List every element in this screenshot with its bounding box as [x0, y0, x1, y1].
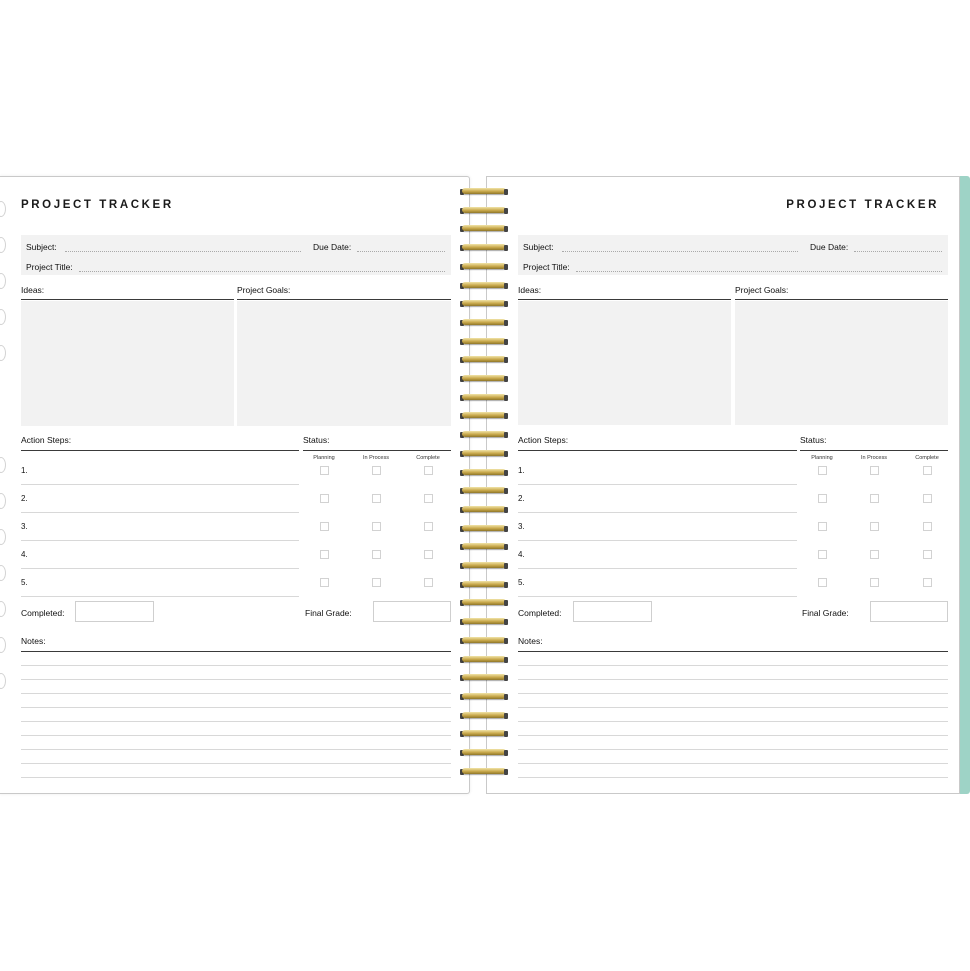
planning-checkbox[interactable] — [818, 522, 827, 531]
spiral-ring — [460, 205, 508, 216]
notes-line[interactable] — [21, 777, 451, 778]
goals-box[interactable] — [735, 301, 948, 425]
status-rule — [800, 450, 948, 451]
complete-checkbox[interactable] — [424, 466, 433, 475]
spiral-ring — [460, 672, 508, 683]
step-number: 5. — [518, 578, 525, 587]
spiral-ring — [460, 747, 508, 758]
due-date-field[interactable] — [357, 251, 445, 252]
tab-notch — [0, 529, 6, 545]
step-line[interactable] — [518, 484, 797, 485]
planning-checkbox[interactable] — [320, 494, 329, 503]
tab-notch — [0, 201, 6, 217]
notes-line[interactable] — [518, 679, 948, 680]
tab-notch — [0, 565, 6, 581]
tab-notch — [0, 601, 6, 617]
in-process-checkbox[interactable] — [372, 494, 381, 503]
spiral-ring — [460, 635, 508, 646]
in-process-checkbox[interactable] — [372, 550, 381, 559]
status-col-complete: Complete — [416, 455, 440, 461]
project-title-label: Project Title: — [523, 262, 570, 272]
tab-notch — [0, 345, 6, 361]
notes-line[interactable] — [518, 693, 948, 694]
planning-checkbox[interactable] — [320, 550, 329, 559]
complete-checkbox[interactable] — [923, 578, 932, 587]
in-process-checkbox[interactable] — [870, 578, 879, 587]
in-process-checkbox[interactable] — [372, 578, 381, 587]
step-number: 1. — [518, 466, 525, 475]
status-label: Status: — [303, 435, 330, 445]
spiral-ring — [460, 261, 508, 272]
spiral-ring — [460, 728, 508, 739]
spiral-ring — [460, 560, 508, 571]
step-number: 3. — [21, 522, 28, 531]
notes-line[interactable] — [518, 763, 948, 764]
completed-input[interactable] — [573, 601, 652, 622]
complete-checkbox[interactable] — [923, 466, 932, 475]
spiral-ring — [460, 186, 508, 197]
action-steps-label: Action Steps: — [518, 435, 569, 445]
complete-checkbox[interactable] — [424, 522, 433, 531]
notes-line[interactable] — [21, 665, 451, 666]
spiral-ring — [460, 579, 508, 590]
planning-checkbox[interactable] — [320, 522, 329, 531]
step-number: 3. — [518, 522, 525, 531]
spiral-ring — [460, 467, 508, 478]
in-process-checkbox[interactable] — [372, 522, 381, 531]
due-date-label: Due Date: — [810, 242, 849, 252]
status-col-complete: Complete — [915, 455, 939, 461]
spiral-ring — [460, 654, 508, 665]
spiral-ring — [460, 354, 508, 365]
in-process-checkbox[interactable] — [870, 522, 879, 531]
notes-label: Notes: — [21, 636, 46, 646]
step-number: 5. — [21, 578, 28, 587]
step-line[interactable] — [21, 568, 299, 569]
status-col-in-process: In Process — [363, 455, 389, 461]
tab-notch — [0, 273, 6, 289]
subject-label: Subject: — [26, 242, 57, 252]
spiral-ring — [460, 392, 508, 403]
project-goals-label: Project Goals: — [735, 285, 789, 295]
in-process-checkbox[interactable] — [870, 550, 879, 559]
spiral-ring — [460, 523, 508, 534]
action-steps-rule — [518, 450, 797, 451]
notes-line[interactable] — [518, 777, 948, 778]
final-grade-label: Final Grade: — [305, 608, 352, 618]
spiral-ring — [460, 691, 508, 702]
ideas-rule — [518, 299, 731, 300]
notes-line[interactable] — [21, 749, 451, 750]
subject-field[interactable] — [562, 251, 798, 252]
step-number: 2. — [518, 494, 525, 503]
complete-checkbox[interactable] — [424, 494, 433, 503]
action-steps-rule — [21, 450, 299, 451]
complete-checkbox[interactable] — [923, 494, 932, 503]
right-page — [486, 176, 960, 794]
left-page — [0, 176, 470, 794]
in-process-checkbox[interactable] — [870, 466, 879, 475]
planning-checkbox[interactable] — [320, 466, 329, 475]
subject-label: Subject: — [523, 242, 554, 252]
info-box — [518, 235, 948, 275]
notes-line[interactable] — [518, 707, 948, 708]
step-number: 1. — [21, 466, 28, 475]
notes-rule — [518, 651, 948, 652]
project-title-field[interactable] — [576, 271, 942, 272]
step-line[interactable] — [518, 596, 797, 597]
notes-line[interactable] — [21, 735, 451, 736]
step-number: 4. — [518, 550, 525, 559]
notes-line[interactable] — [518, 749, 948, 750]
spiral-ring — [460, 298, 508, 309]
notes-label: Notes: — [518, 636, 543, 646]
notes-line[interactable] — [21, 707, 451, 708]
project-title-field[interactable] — [79, 271, 445, 272]
planning-checkbox[interactable] — [818, 550, 827, 559]
completed-label: Completed: — [518, 608, 562, 618]
completed-label: Completed: — [21, 608, 65, 618]
step-line[interactable] — [21, 484, 299, 485]
planning-checkbox[interactable] — [818, 494, 827, 503]
spiral-ring — [460, 336, 508, 347]
ideas-label: Ideas: — [21, 285, 45, 295]
spiral-ring — [460, 485, 508, 496]
goals-rule — [735, 299, 948, 300]
notes-line[interactable] — [21, 693, 451, 694]
spiral-ring — [460, 616, 508, 627]
spiral-ring — [460, 373, 508, 384]
spiral-ring — [460, 597, 508, 608]
step-line[interactable] — [21, 540, 299, 541]
complete-checkbox[interactable] — [923, 522, 932, 531]
tab-notch — [0, 637, 6, 653]
notes-line[interactable] — [21, 679, 451, 680]
tab-notch — [0, 493, 6, 509]
spiral-ring — [460, 280, 508, 291]
page-title: PROJECT TRACKER — [786, 199, 939, 211]
final-grade-label: Final Grade: — [802, 608, 849, 618]
spiral-ring — [460, 766, 508, 777]
spiral-binding — [460, 186, 508, 784]
subject-field[interactable] — [65, 251, 301, 252]
project-goals-label: Project Goals: — [237, 285, 291, 295]
spiral-ring — [460, 410, 508, 421]
step-line[interactable] — [518, 540, 797, 541]
tab-notch — [0, 309, 6, 325]
in-process-checkbox[interactable] — [372, 466, 381, 475]
spiral-ring — [460, 223, 508, 234]
tab-notch — [0, 237, 6, 253]
project-title-label: Project Title: — [26, 262, 73, 272]
notes-line[interactable] — [21, 721, 451, 722]
tab-notch — [0, 457, 6, 473]
notes-line[interactable] — [518, 665, 948, 666]
spiral-ring — [460, 504, 508, 515]
due-date-field[interactable] — [854, 251, 942, 252]
step-line[interactable] — [518, 568, 797, 569]
spiral-ring — [460, 448, 508, 459]
goals-rule — [237, 299, 451, 300]
status-col-in-process: In Process — [861, 455, 887, 461]
page-title: PROJECT TRACKER — [21, 199, 174, 211]
status-label: Status: — [800, 435, 827, 445]
step-number: 4. — [21, 550, 28, 559]
planning-checkbox[interactable] — [818, 578, 827, 587]
notes-line[interactable] — [21, 763, 451, 764]
in-process-checkbox[interactable] — [870, 494, 879, 503]
final-grade-input[interactable] — [870, 601, 948, 622]
status-col-planning: Planning — [811, 455, 833, 461]
spiral-ring — [460, 541, 508, 552]
completed-input[interactable] — [75, 601, 154, 622]
complete-checkbox[interactable] — [424, 550, 433, 559]
spiral-ring — [460, 242, 508, 253]
planning-checkbox[interactable] — [320, 578, 329, 587]
complete-checkbox[interactable] — [923, 550, 932, 559]
step-line[interactable] — [21, 512, 299, 513]
notes-line[interactable] — [518, 721, 948, 722]
status-rule — [303, 450, 451, 451]
notes-line[interactable] — [518, 735, 948, 736]
final-grade-input[interactable] — [373, 601, 451, 622]
step-number: 2. — [21, 494, 28, 503]
action-steps-label: Action Steps: — [21, 435, 72, 445]
due-date-label: Due Date: — [313, 242, 352, 252]
planning-checkbox[interactable] — [818, 466, 827, 475]
status-col-planning: Planning — [313, 455, 335, 461]
ideas-box[interactable] — [518, 301, 731, 425]
ideas-box[interactable] — [21, 301, 234, 426]
complete-checkbox[interactable] — [424, 578, 433, 587]
step-line[interactable] — [518, 512, 797, 513]
notes-rule — [21, 651, 451, 652]
spiral-ring — [460, 317, 508, 328]
spiral-ring — [460, 429, 508, 440]
info-box — [21, 235, 451, 275]
ideas-rule — [21, 299, 234, 300]
step-line[interactable] — [21, 596, 299, 597]
goals-box[interactable] — [237, 301, 451, 426]
ideas-label: Ideas: — [518, 285, 542, 295]
spiral-ring — [460, 710, 508, 721]
tab-notch — [0, 673, 6, 689]
